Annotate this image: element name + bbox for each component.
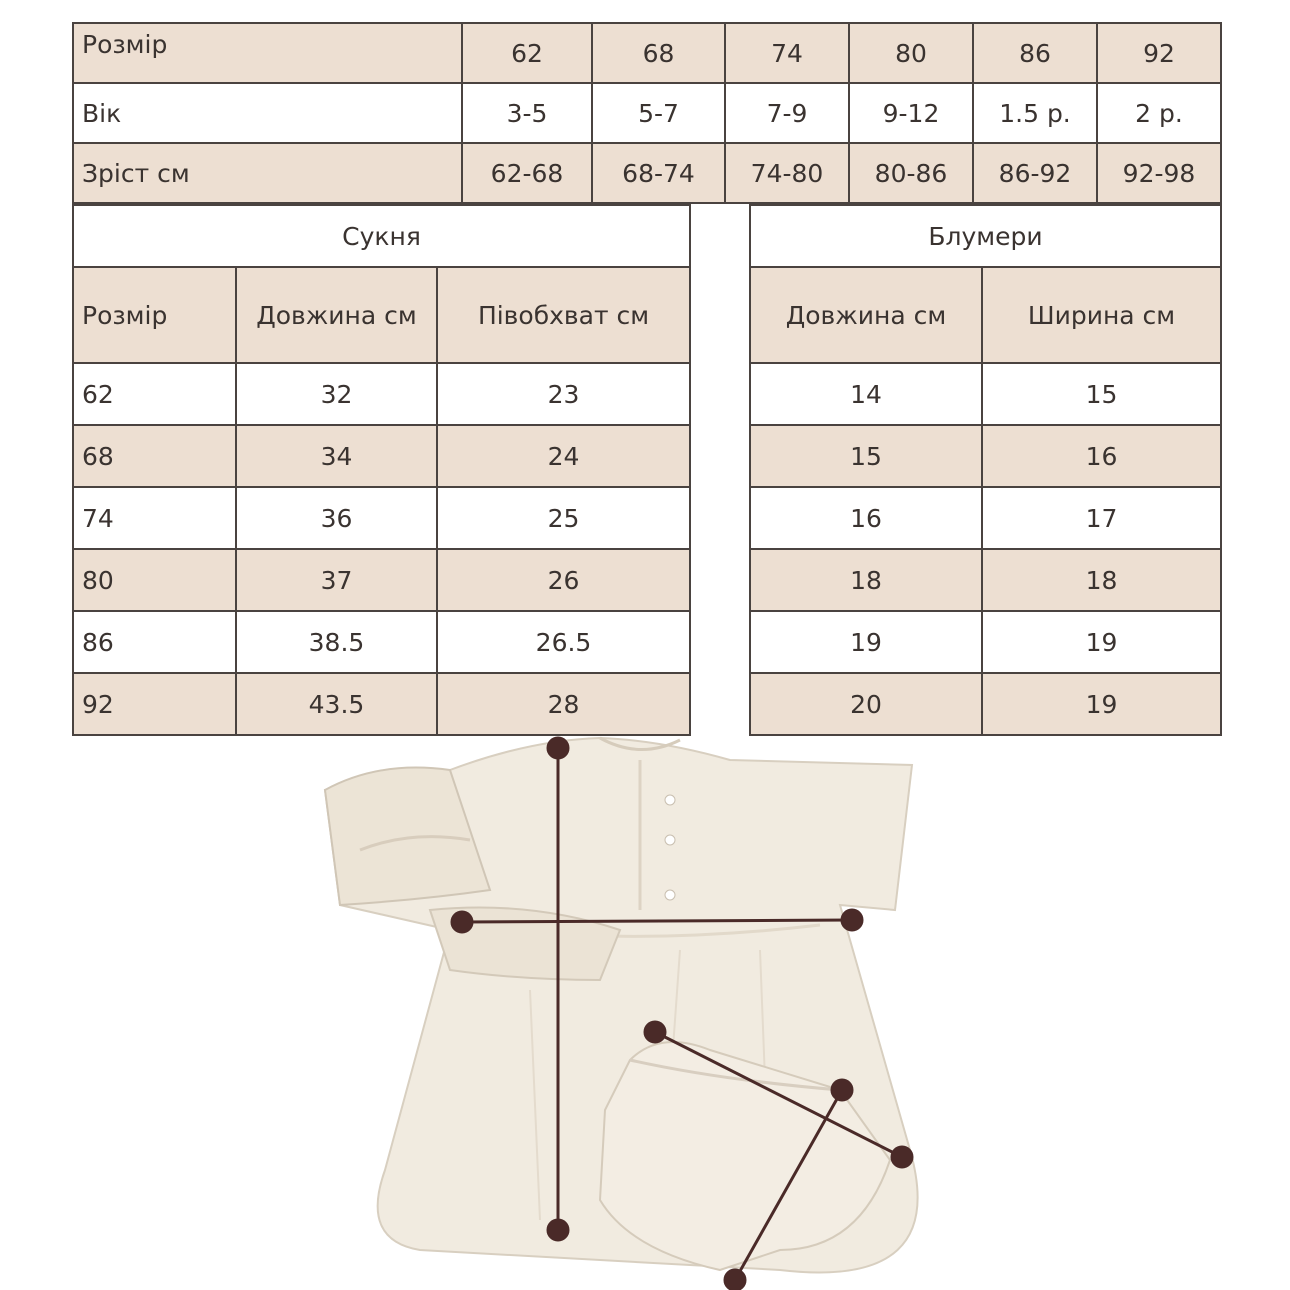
marker-dot (644, 1021, 666, 1043)
cell: 18 (982, 549, 1221, 611)
cell: 20 (750, 673, 982, 735)
cell: 38.5 (236, 611, 437, 673)
cell: 36 (236, 487, 437, 549)
cell: 19 (750, 611, 982, 673)
table-row (750, 487, 1221, 549)
table-row (73, 549, 690, 611)
header-cell: Півобхват см (437, 267, 690, 363)
cell: 26.5 (437, 611, 690, 673)
garment-illustration (300, 730, 990, 1290)
bloomers-measurements-table (749, 204, 1222, 736)
cell: 19 (982, 673, 1221, 735)
table-row (73, 425, 690, 487)
cell: 1.5 р. (973, 83, 1097, 143)
row-label: Зріст см (73, 143, 462, 203)
dress-chest-line (462, 920, 852, 922)
cell: 86-92 (973, 143, 1097, 203)
cell: 74-80 (725, 143, 849, 203)
table-row (750, 425, 1221, 487)
cell: 92 (1097, 23, 1221, 83)
marker-dot (547, 1219, 569, 1241)
header-cell: Довжина см (750, 267, 982, 363)
cell: 62-68 (462, 143, 592, 203)
age-row (73, 83, 1221, 143)
cell: 23 (437, 363, 690, 425)
row-label: Розмір (73, 23, 462, 83)
cell: 24 (437, 425, 690, 487)
table-row (750, 549, 1221, 611)
table-row (750, 611, 1221, 673)
cell: 18 (750, 549, 982, 611)
bloomers-title: Блумери (750, 205, 1221, 267)
cell: 80-86 (849, 143, 973, 203)
cell: 5-7 (592, 83, 725, 143)
table-row (750, 363, 1221, 425)
table-row (750, 673, 1221, 735)
marker-dot (451, 911, 473, 933)
cell: 62 (462, 23, 592, 83)
marker-dot (891, 1146, 913, 1168)
cell: 17 (982, 487, 1221, 549)
cell: 16 (750, 487, 982, 549)
header-cell: Ширина см (982, 267, 1221, 363)
table-row (73, 363, 690, 425)
cell: 14 (750, 363, 982, 425)
row-label: Вік (73, 83, 462, 143)
cell: 43.5 (236, 673, 437, 735)
cell: 86 (73, 611, 236, 673)
cell: 16 (982, 425, 1221, 487)
size-age-height-table (72, 22, 1222, 204)
table-row (73, 673, 690, 735)
cell: 15 (750, 425, 982, 487)
cell: 7-9 (725, 83, 849, 143)
cell: 32 (236, 363, 437, 425)
dress-title-row (73, 205, 690, 267)
cell: 19 (982, 611, 1221, 673)
cell: 80 (849, 23, 973, 83)
cell: 3-5 (462, 83, 592, 143)
bloomers-title-row (750, 205, 1221, 267)
cell: 86 (973, 23, 1097, 83)
cell: 34 (236, 425, 437, 487)
bloomers-header-row (750, 267, 1221, 363)
header-cell: Розмір (73, 267, 236, 363)
header-cell: Довжина см (236, 267, 437, 363)
marker-dot (841, 909, 863, 931)
cell: 25 (437, 487, 690, 549)
marker-dot (547, 737, 569, 759)
cell: 62 (73, 363, 236, 425)
cell: 2 р. (1097, 83, 1221, 143)
cell: 28 (437, 673, 690, 735)
table-row (73, 611, 690, 673)
marker-dot (724, 1269, 746, 1290)
cell: 74 (725, 23, 849, 83)
cell: 68 (592, 23, 725, 83)
dress-header-row (73, 267, 690, 363)
height-row (73, 143, 1221, 203)
dress-title: Сукня (73, 205, 690, 267)
cell: 37 (236, 549, 437, 611)
cell: 26 (437, 549, 690, 611)
size-row (73, 23, 1221, 83)
cell: 15 (982, 363, 1221, 425)
marker-dot (831, 1079, 853, 1101)
cell: 80 (73, 549, 236, 611)
cell: 92 (73, 673, 236, 735)
cell: 92-98 (1097, 143, 1221, 203)
cell: 74 (73, 487, 236, 549)
cell: 68-74 (592, 143, 725, 203)
cell: 9-12 (849, 83, 973, 143)
dress-measurements-table (72, 204, 691, 736)
table-row (73, 487, 690, 549)
cell: 68 (73, 425, 236, 487)
